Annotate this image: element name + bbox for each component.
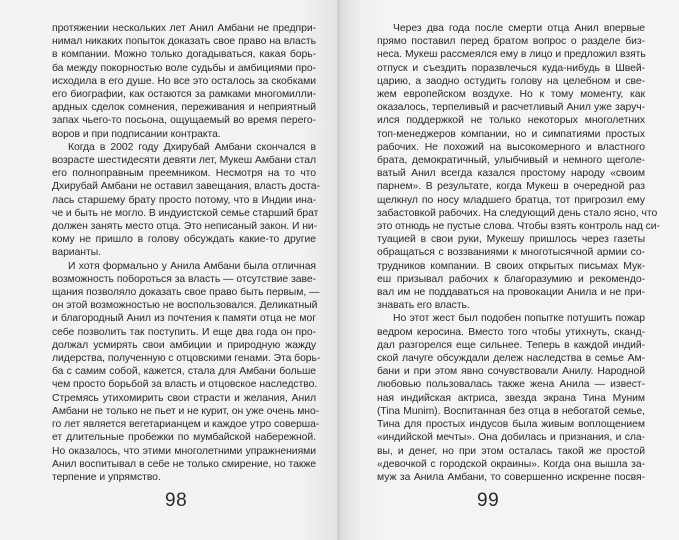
text-line: бани и при этом явно сочувствовали Анилу. Народной xyxy=(377,366,645,378)
text-line: (Tina Munim). Воспитанная без отца в небогатой семье, xyxy=(377,405,645,417)
text-line: должен занять место отца. Это неписаный закон. И ни- xyxy=(52,221,318,233)
text-line: возможность побороться за власть — отсутствие заве- xyxy=(52,273,316,285)
text-line: терпение и упрямство. xyxy=(52,471,161,483)
text-line: ведром керосина. Вместо того чтобы утихнуть, сканд- xyxy=(377,326,645,338)
text-line: любовью пользовалась также жена Анила — извест- xyxy=(377,379,645,391)
text-line: «индийской мечты». Она добилась и признания, и сла- xyxy=(377,432,645,444)
text-line: ился поддержкой не только некоторых многолетних xyxy=(377,115,645,127)
text-line: Через два года после смерти отца Анил впервые xyxy=(393,23,645,34)
text-line: знавать его власть. xyxy=(377,300,470,312)
text-line: протяжении нескольких лет Анил Амбани не предпри- xyxy=(52,23,316,34)
text-line: возрасте шестидесяти девяти лет, Мукеш Амбани стал xyxy=(52,155,316,167)
text-line: топ-менеджеров компании, но и симпатиями простых xyxy=(377,128,645,140)
text-line: ской лачуге обсуждали дележ наследства в семье Ам- xyxy=(377,353,645,365)
text-line: муж за Анила Амбани, то совершенно искренне посвя- xyxy=(377,471,645,483)
text-line: дал разгорелся еще сильнее. Теперь в каждой индий- xyxy=(377,339,645,351)
text-line: рабочих. Не похожий на высокомерного и властного xyxy=(377,141,645,153)
text-line: в компании. Можно только догадываться, какая борь- xyxy=(52,49,316,61)
text-line: запах чьего-то посьона, ощущаемый во время перего- xyxy=(52,115,316,127)
text-line: оказалось, терпеливый и расчетливый Анил уже заруч- xyxy=(377,102,645,114)
text-line: Стремясь утихомирить свои страсти и желания, Анил xyxy=(52,392,316,404)
text-line: нимал никаких попыток доказать свое право на власть xyxy=(52,36,316,48)
text-line: ардных сделок сомнения, переживания и неприятный xyxy=(52,102,316,114)
text-line: это отнюдь не пустые слова. Чтобы взять контроль над си- xyxy=(377,221,660,233)
text-line: парнем». В результате, когда Мукеш в очередной раз xyxy=(377,181,645,193)
text-line: Когда в 2002 году Дхирубай Амбани скончался в xyxy=(68,141,316,153)
text-line: ватый Анил всегда казался простому народу «своим xyxy=(377,168,645,180)
text-line: лидерства, полученную с отцовскими генами. Эта борь- xyxy=(52,353,321,365)
text-line: Анил воспитывал в себе не только смирение, но также xyxy=(52,458,316,470)
text-line: исходила в его душе. Но все это осталось за скобками xyxy=(52,75,316,87)
text-line: го лет является вегетарианцем и каждое утро соверша- xyxy=(52,419,320,431)
text-line: себе позволить так поступить. И еще два года он про- xyxy=(52,326,316,338)
text-line: должал усмирять свои амбиции и природную жажду xyxy=(52,339,316,351)
text-line: ная индийская актриса, звезда экрана Тина Муним xyxy=(377,392,645,404)
text-line: брата, демократичный, улыбчивый и немного щеголе- xyxy=(377,155,645,167)
text-line: прямо поставил перед братом вопрос о разделе биз- xyxy=(377,36,645,48)
right-page-text xyxy=(377,22,660,484)
text-line: жем европейском воздухе. Но к тому моменту, как xyxy=(377,89,645,101)
text-line: кому не пришло в голову обсуждать какие-то другие xyxy=(52,234,316,246)
text-line: его биографии, как остаются за рамками многомилли- xyxy=(52,89,316,101)
text-line: воров и при подписании контракта. xyxy=(52,128,221,140)
text-line: чем просто борьбой за власть и отцовское наследство. xyxy=(52,379,318,391)
text-line: че и быть не могло. В индуистской семье старший брат xyxy=(52,207,319,219)
text-line: ет длительные пробежки по мумбайской набережной. xyxy=(52,432,316,444)
text-line: царию, а заодно остудить голову на целебном и све- xyxy=(377,75,645,87)
text-line: его полноправным преемником. Несмотря на то что xyxy=(52,168,316,180)
text-line: Амбани не только не пьет и не курит, он уже очень мно- xyxy=(52,405,320,417)
left-page-number: 98 xyxy=(165,490,188,511)
text-line: «девочкой с городской окраины». Когда она вышла за- xyxy=(377,458,645,470)
text-line: Но оказалось, что этими многолетними упражнениями xyxy=(52,445,316,457)
text-line: еш призывал рабочих к благоразумию и рекомендо- xyxy=(377,273,645,285)
text-line: Дхирубай Амбани не оставил завещания, власть доста- xyxy=(52,181,320,193)
right-page xyxy=(340,0,679,540)
text-line: обращаться с воззваниями к многотысячной армии со- xyxy=(377,247,645,259)
left-page xyxy=(0,0,338,540)
text-line: он этой возможностью не воспользовался. Деликатный xyxy=(52,300,318,312)
text-line: и благородный Анил из почтения к памяти отца не мог xyxy=(52,313,316,325)
text-line: туацией в свои руки, Мукешу пришлось через газеты xyxy=(377,234,645,246)
left-page-text xyxy=(52,22,321,484)
text-line: ба между покорностью воле судьбы и амбициями про- xyxy=(52,62,316,74)
right-page-number: 99 xyxy=(477,490,500,511)
text-line: вы, и денег, но при этом осталась такой же простой xyxy=(377,445,645,457)
text-line: лась старшему брату просто потому, что в Индии ина- xyxy=(52,194,316,206)
text-line: трудников компании. В своих открытых письмах Мук- xyxy=(377,260,645,272)
text-line: варианты. xyxy=(52,247,101,259)
text-line: Но этот жест был подобен попытке потушить пожар xyxy=(393,313,645,325)
text-line: вал им не поддаваться на провокации Анила и не при- xyxy=(377,287,645,299)
text-line: отпуск и съездить поразвлечься куда-нибудь в Швей- xyxy=(377,62,645,74)
text-line: ба с самим собой, кажется, стала для Амбани больше xyxy=(52,366,316,378)
text-line: неса. Мукеш рассмеялся ему в лицо и предложил взять xyxy=(377,49,646,61)
text-line: И хотя формально у Анила Амбани была отличная xyxy=(68,260,316,272)
text-line: щания позволяло доказать свое право быть первым, — xyxy=(52,287,320,299)
text-line: щелкнул по носу младшего братца, тот пригрозил ему xyxy=(377,194,645,206)
text-line: Тина для простых индусов была живым воплощением xyxy=(377,419,645,431)
text-line: забастовкой рабочих. На следующий день стало ясно, что xyxy=(377,207,658,219)
